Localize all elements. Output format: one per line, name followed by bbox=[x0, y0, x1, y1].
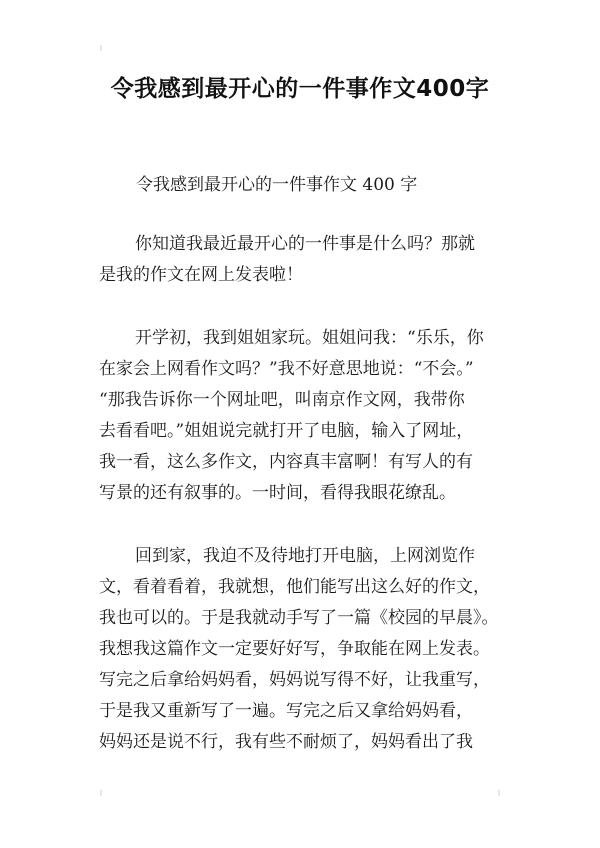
text-line: 妈妈还是说不行，我有些不耐烦了，妈妈看出了我 bbox=[99, 732, 473, 752]
text-line: 是我的作文在网上发表啦！ bbox=[99, 265, 303, 285]
text-line: 文，看着看着，我就想，他们能写出这么好的作文， bbox=[99, 577, 490, 597]
text-line: “那我告诉你一个网址吧，叫南京作文网，我带你 bbox=[99, 390, 465, 410]
text-line: 我想我这篇作文一定要好好写，争取能在网上发表。 bbox=[99, 639, 490, 659]
document-subtitle: 令我感到最开心的一件事作文 400 字 bbox=[136, 175, 418, 195]
text-line: 我也可以的。于是我就动手写了一篇《校园的早晨》。 bbox=[99, 608, 499, 628]
paragraph-3 bbox=[99, 541, 529, 758]
text-line: 开学初，我到姐姐家玩。姐姐问我：“乐乐，你 bbox=[135, 328, 484, 348]
corner-mark bbox=[498, 790, 500, 796]
paragraph-2 bbox=[99, 323, 529, 509]
text-line: 回到家，我迫不及待地打开电脑，上网浏览作 bbox=[135, 546, 475, 566]
corner-mark bbox=[100, 790, 102, 796]
text-line: 写完之后拿给妈妈看，妈妈说写得不好，让我重写， bbox=[99, 670, 490, 690]
text-line: 在家会上网看作文吗？”我不好意思地说：“不会。” bbox=[99, 359, 474, 379]
text-line: 于是我又重新写了一遍。写完之后又拿给妈妈看， bbox=[99, 701, 473, 721]
text-line: 你知道我最近最开心的一件事是什么吗？那就 bbox=[135, 234, 475, 254]
document-title: 令我感到最开心的一件事作文400字 bbox=[110, 76, 490, 102]
paragraph-1 bbox=[99, 229, 529, 291]
text-line: 去看看吧。”姐姐说完就打开了电脑，输入了网址， bbox=[99, 421, 474, 441]
text-line: 写景的还有叙事的。一时间，看得我眼花缭乱。 bbox=[99, 483, 456, 503]
corner-mark bbox=[100, 45, 102, 51]
text-line: 我一看，这么多作文，内容真丰富啊！有写人的有 bbox=[99, 452, 473, 472]
